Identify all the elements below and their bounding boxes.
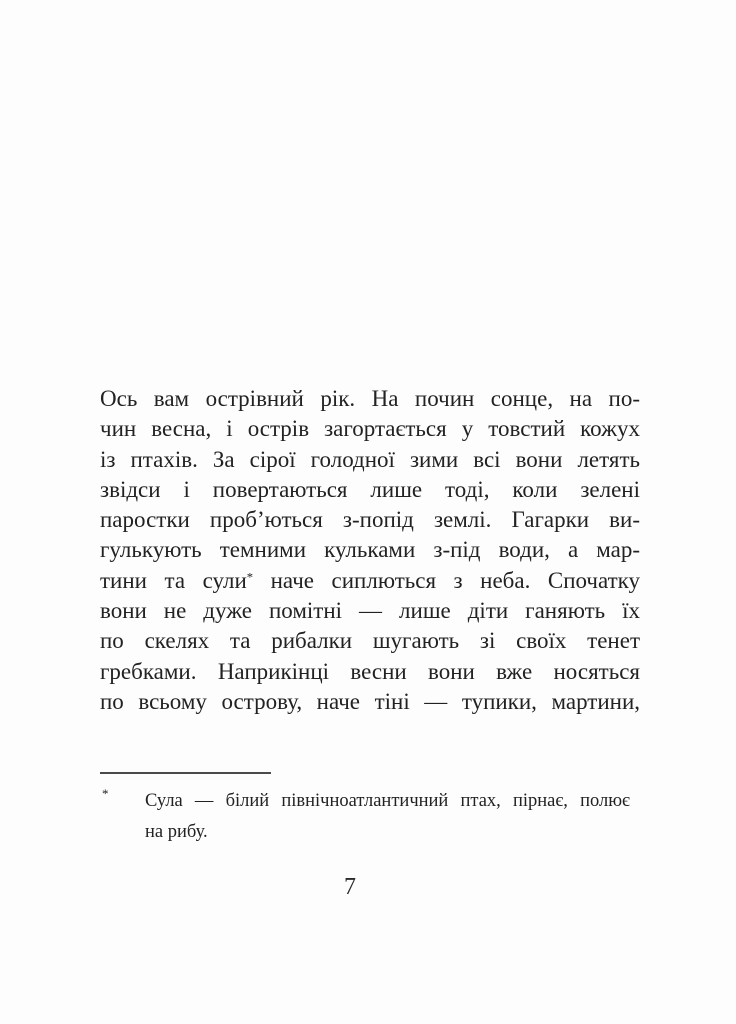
footnote-separator	[100, 772, 271, 774]
body-text-line: гулькують темними кульками з-під води, а мар-	[100, 537, 640, 563]
footnote-text-line: Сула — білий північноатлантичний птах, пірнає, полює	[145, 791, 630, 811]
footnote-text	[145, 786, 630, 848]
footnote-reference-asterisk: *	[246, 570, 254, 585]
footnote	[100, 786, 630, 848]
footnote-text-line: на рибу.	[145, 822, 208, 842]
body-text-line: по всьому острову, наче тіні — тупики, мартини,	[100, 688, 640, 714]
body-text-line: тини та сули* наче сиплються з неба. Спочатку	[100, 567, 641, 593]
page-number: 7	[344, 874, 356, 900]
body-text-line: вони не дуже помітні — лише діти ганяють їх	[100, 598, 640, 624]
body-text-line: чин весна, і острів загортається у товстий кожух	[100, 416, 640, 442]
body-text	[100, 384, 640, 717]
footnote-marker: *	[102, 786, 109, 801]
body-text-line: звідси і повертаються лише тоді, коли зелені	[100, 476, 640, 502]
body-text-line: паростки проб’ються з-попід землі. Гагарки ви-	[100, 507, 640, 533]
body-text-line: із птахів. За сірої голодної зими всі вони летять	[100, 446, 640, 472]
body-text-line: по скелях та рибалки шугають зі своїх тенет	[100, 628, 640, 654]
body-text-line: гребками. Наприкінці весни вони вже носяться	[100, 658, 640, 684]
body-text-line: Ось вам острівний рік. На почин сонце, на по-	[100, 386, 640, 411]
